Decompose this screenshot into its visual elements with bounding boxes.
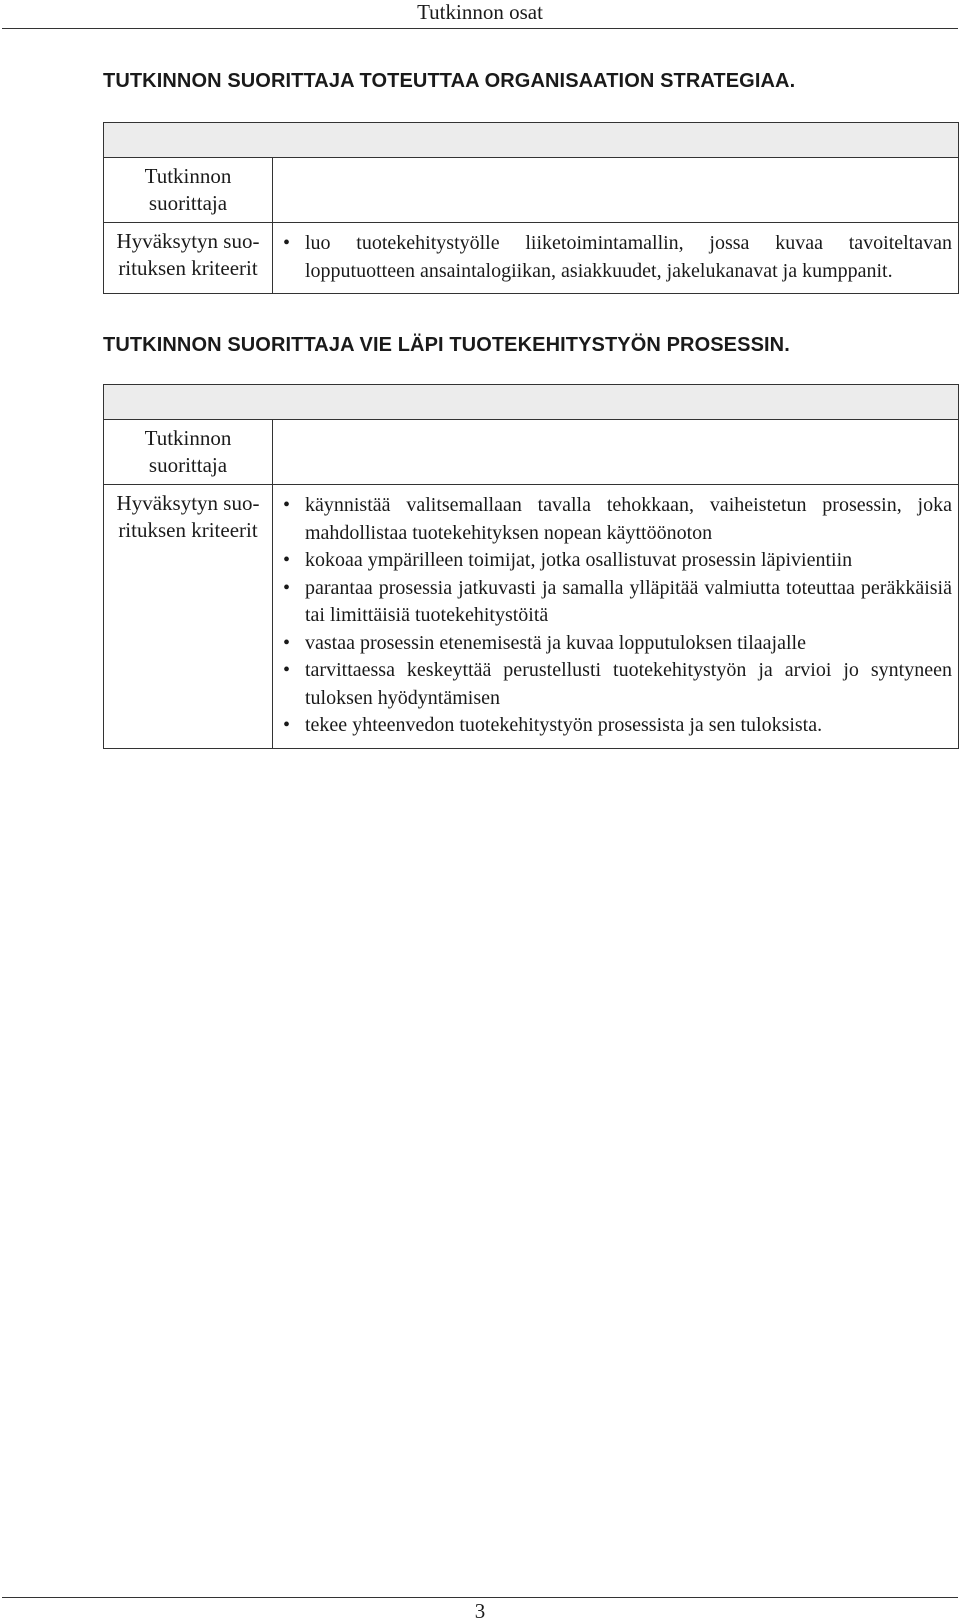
list-item-text: tekee yhteenvedon tuotekehitystyön prosessista ja sen tuloksista. — [305, 714, 823, 736]
criteria-list — [279, 492, 952, 740]
bullet-icon: • — [283, 659, 291, 681]
row-label-criteria: Hyväksytyn suorituksen kriteerit — [104, 485, 273, 749]
table-row — [104, 420, 959, 485]
table-header-cell — [104, 385, 959, 420]
criteria-list — [279, 230, 952, 285]
row-value-empty — [273, 420, 959, 485]
table-row — [104, 158, 959, 223]
table-row — [104, 223, 959, 294]
list-item — [279, 657, 952, 712]
bullet-icon: • — [283, 576, 291, 599]
page-number: 3 — [2, 1597, 958, 1624]
table-header-row — [104, 123, 959, 158]
row-label-criteria: Hyväksytyn suorituksen kriteerit — [104, 223, 273, 294]
bullet-icon: • — [283, 714, 291, 736]
bullet-icon: • — [283, 494, 291, 516]
bullet-icon: • — [283, 631, 291, 654]
list-item-text: luo tuotekehitystyölle liiketoimintamallin, jossa kuvaa tavoiteltavan lopputuotteen ansaintalogiikan, asiakkuudet, jakelukanavat ja kumppanit. — [305, 232, 952, 282]
list-item — [279, 712, 952, 740]
bullet-icon: • — [283, 232, 291, 254]
list-item-text: kokoaa ympärilleen toimijat, jotka osallistuvat prosessin läpivientiin — [305, 549, 853, 571]
row-label-performer: Tutkinnon suorittaja — [104, 420, 273, 485]
criteria-table-process — [103, 384, 959, 749]
section-title-process: TUTKINNON SUORITTAJA VIE LÄPI TUOTEKEHITYSTYÖN PROSESSIN. — [103, 334, 790, 356]
row-label-performer: Tutkinnon suorittaja — [104, 158, 273, 223]
criteria-cell — [273, 223, 959, 294]
criteria-table-strategy — [103, 122, 959, 294]
section-title-strategy: TUTKINNON SUORITTAJA TOTEUTTAA ORGANISAATION STRATEGIAA. — [103, 70, 796, 92]
list-item — [279, 630, 952, 658]
bullet-icon: • — [283, 549, 291, 571]
criteria-cell — [273, 485, 959, 749]
list-item — [279, 547, 952, 575]
list-item-text: käynnistää valitsemallaan tavalla tehokkaan, vaiheistetun prosessin, joka mahdollistaa tuotekehityksen nopean käyttöönoton — [305, 494, 952, 544]
list-item-text: parantaa prosessia jatkuvasti ja samalla ylläpitää valmiutta toteuttaa peräkkäisiä tai limittäisiä tuotekehitystöitä — [305, 576, 952, 626]
list-item — [279, 575, 952, 630]
table-header-cell — [104, 123, 959, 158]
running-header: Tutkinnon osat — [2, 0, 958, 29]
row-value-empty — [273, 158, 959, 223]
table-header-row — [104, 385, 959, 420]
list-item-text: tarvittaessa keskeyttää perustellusti tuotekehitystyön ja arvioi jo syntyneen tuloksen hyödyntämisen — [305, 659, 952, 709]
table-row — [104, 485, 959, 749]
list-item — [279, 492, 952, 547]
list-item — [279, 230, 952, 285]
list-item-text: vastaa prosessin etenemisestä ja kuvaa lopputuloksen tilaajalle — [305, 631, 806, 654]
